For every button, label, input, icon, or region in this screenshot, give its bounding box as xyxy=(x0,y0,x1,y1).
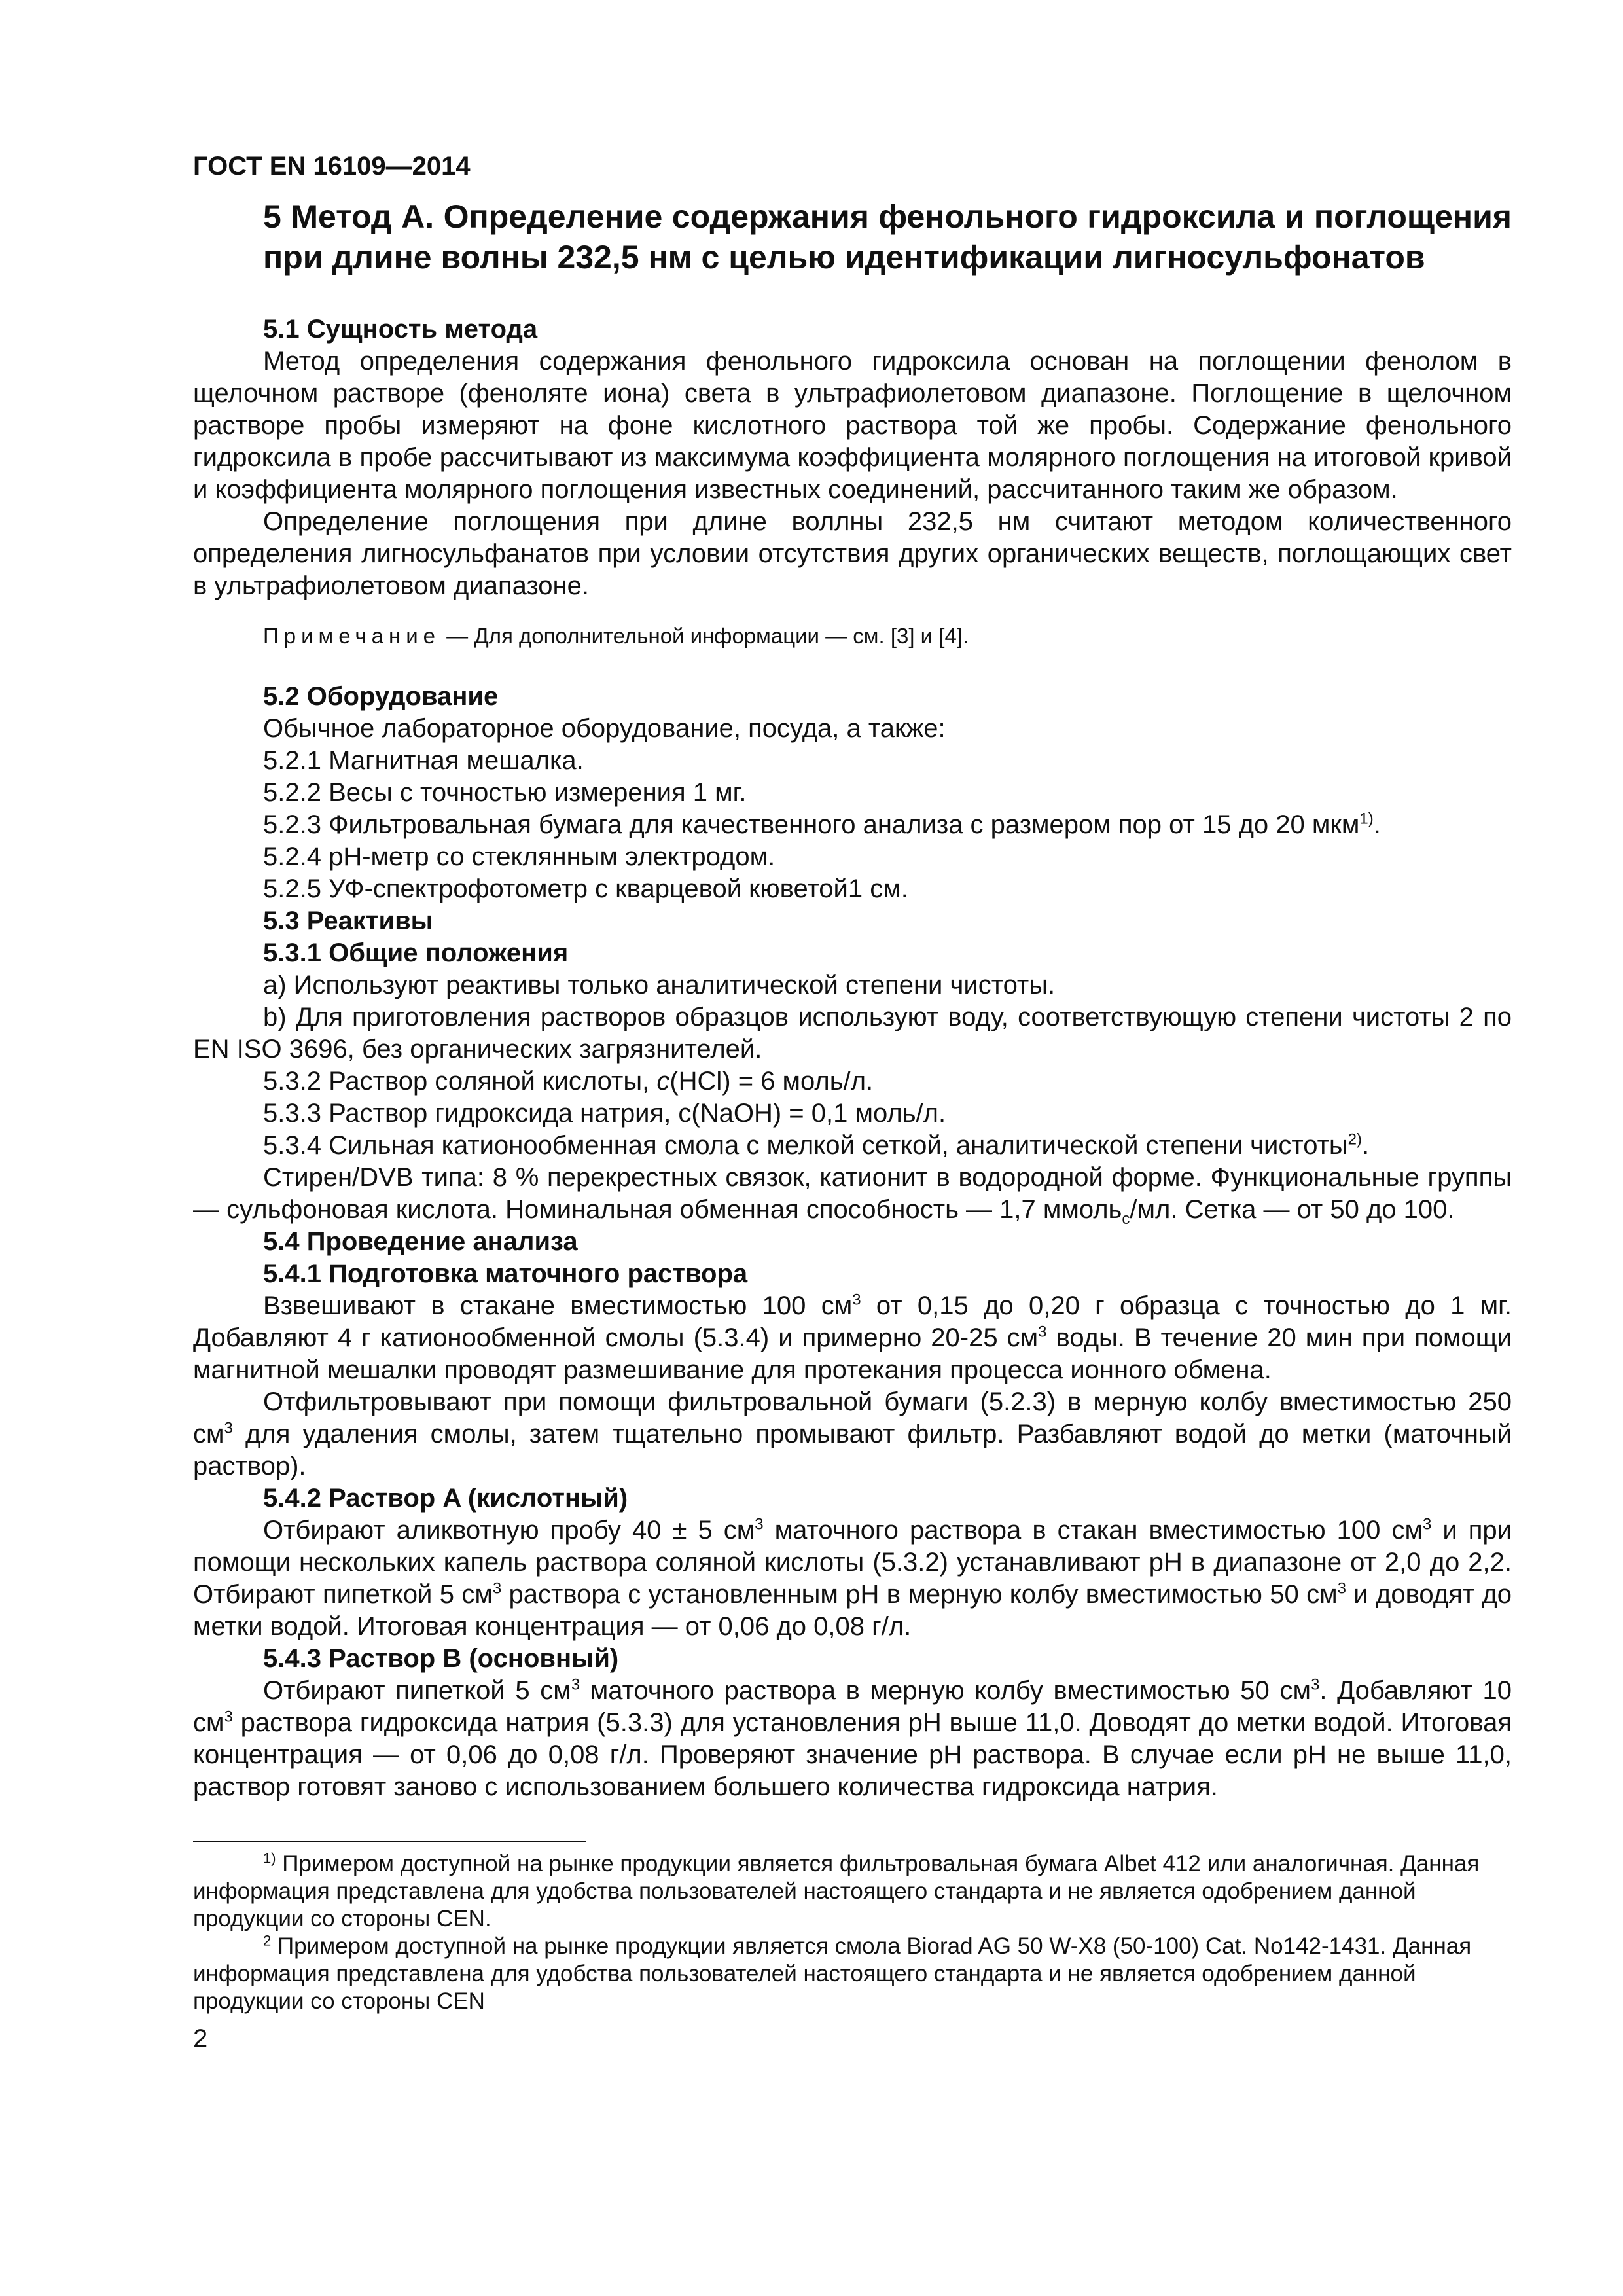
equipment-item-5-2-3 xyxy=(193,809,1512,841)
footnote-1-mark: 1) xyxy=(263,1850,276,1867)
resin-description-pre: Стирен/DVB типа: 8 % перекрестных связок, катионит в водородной форме. Функциональные группы — сульфоновая кислота. Номинальная обменная способность — 1,7 ммоль xyxy=(193,1163,1512,1224)
superscript: 3 xyxy=(492,1579,502,1598)
footnote-2 xyxy=(193,1933,1512,2015)
heading-5-3: 5.3 Реактивы xyxy=(263,906,433,935)
reagent-5-3-3: 5.3.3 Раствор гидроксида натрия, c(NaOH) = 0,1 моль/л. xyxy=(263,1099,946,1128)
superscript: 3 xyxy=(1337,1579,1346,1598)
section-title: 5 Метод А. Определение содержания фенольного гидроксила и поглощения при длине волны 232,5 нм с целью идентификации лигносульфонатов xyxy=(263,198,1512,276)
footnote-separator xyxy=(193,1841,586,1842)
text-run: для удаления смолы, затем тщательно промывают фильтр. Разбавляют водой до метки (маточный раствор). xyxy=(193,1420,1512,1480)
reagent-5-3-4-end: . xyxy=(1361,1131,1370,1160)
stock-solution-paragraph-2 xyxy=(193,1386,1512,1482)
solution-b-paragraph xyxy=(193,1675,1512,1803)
text-run: Отбирают пипеткой 5 см xyxy=(263,1676,571,1705)
heading-5-4: 5.4 Проведение анализа xyxy=(263,1227,578,1256)
footnote-ref-1: 1) xyxy=(1359,810,1374,828)
equipment-item-5-2-2: 5.2.2 Весы с точностью измерения 1 мг. xyxy=(263,778,747,807)
text-run: от 0,15 до 0,20 г образца с точностью до 1 мг. Добавляют 4 г катионообменной смолы (5.3.4) и примерно 20-25 см xyxy=(193,1291,1512,1352)
reagent-5-3-2-c: c xyxy=(656,1067,670,1096)
footnote-2-text: Примером доступной на рынке продукции является смола Biorad AG 50 W-X8 (50-100) Cat. No142-1431. Данная информация представлена для удобства пользователей настоящего стандарта и не является одобрением данной продукции со стороны CEN xyxy=(193,1933,1472,2014)
equipment-item-5-2-3-end: . xyxy=(1373,810,1381,839)
page-number: 2 xyxy=(193,2024,208,2053)
note-text: — Для дополнительной информации — см. [3] и [4]. xyxy=(440,624,969,648)
heading-5-3-1: 5.3.1 Общие положения xyxy=(263,939,569,967)
text-run: Отбирают аликвотную пробу 40 ± 5 см xyxy=(263,1516,755,1545)
document-code: ГОСТ EN 16109—2014 xyxy=(193,152,471,181)
text-run: раствора с установленным рН в мерную колбу вместимостью 50 см xyxy=(501,1580,1338,1609)
superscript: 3 xyxy=(852,1291,861,1309)
text-run: маточного раствора в стакан вместимостью 100 см xyxy=(763,1516,1423,1545)
note xyxy=(193,622,1512,651)
superscript: 3 xyxy=(1038,1323,1047,1341)
reagents-item-a: а) Используют реактивы только аналитической степени чистоты. xyxy=(263,971,1056,999)
heading-5-4-2: 5.4.2 Раствор A (кислотный) xyxy=(263,1484,628,1513)
reagent-5-3-4-text: 5.3.4 Сильная катионообменная смола с мелкой сеткой, аналитической степени чистоты xyxy=(263,1131,1348,1160)
footnote-1 xyxy=(193,1850,1512,1933)
text-run: и при помощи нескольких капель раствора соляной кислоты (5.3.2) устанавливают рН в диапазоне от 2,0 до 2,2. Отбирают пипеткой 5 см xyxy=(193,1516,1512,1609)
text-run: Взвешивают в стакане вместимостью 100 см xyxy=(263,1291,853,1320)
note-label: Примечание xyxy=(263,624,441,648)
reagent-5-3-2-post: (HCl) = 6 моль/л. xyxy=(669,1067,874,1096)
text-run: раствора гидроксида натрия (5.3.3) для установления рН выше 11,0. Доводят до метки водой. Итоговая концентрация — от 0,06 до 0,08 г/л. Проверяют значение рН раствора. В случае если рН не выше 11,0, раствор готовят заново с использованием большего количества гидроксида натрия. xyxy=(193,1708,1512,1801)
superscript: 3 xyxy=(224,1708,233,1726)
heading-5-4-1: 5.4.1 Подготовка маточного раствора xyxy=(263,1259,748,1288)
footnote-1-text: Примером доступной на рынке продукции является фильтровальная бумага Albet 412 или аналогичная. Данная информация представлена для удобства пользователей настоящего стандарта и не является одобрением данной продукции со стороны CEN. xyxy=(193,1851,1480,1931)
heading-5-1: 5.1 Сущность метода xyxy=(263,315,538,344)
resin-description xyxy=(193,1162,1512,1226)
resin-description-post: /мл. Сетка — от 50 до 100. xyxy=(1130,1195,1455,1224)
superscript: 3 xyxy=(1422,1515,1432,1534)
solution-a-paragraph xyxy=(193,1515,1512,1643)
equipment-item-5-2-3-text: 5.2.3 Фильтровальная бумага для качественного анализа с размером пор от 15 до 20 мкм xyxy=(263,810,1360,839)
paragraph-5-1-absorbance: Определение поглощения при длине воллны 232,5 нм считают методом количественного определения лигносульфанатов при условии отсутствия других органических веществ, поглощающих свет в ультрафиолетовом диапазоне. xyxy=(193,507,1512,600)
stock-solution-paragraph-1 xyxy=(193,1290,1512,1386)
text-run: . Добавляют 10 см xyxy=(193,1676,1512,1737)
reagent-5-3-2 xyxy=(193,1066,1512,1098)
text-run: маточного раствора в мерную колбу вместимостью 50 см xyxy=(580,1676,1311,1705)
equipment-item-5-2-4: 5.2.4 рН-метр со стеклянным электродом. xyxy=(263,842,776,871)
paragraph-5-1-principle: Метод определения содержания фенольного гидроксила основан на поглощении фенолом в щелочном растворе (феноляте иона) света в ультрафиолетовом диапазоне. Поглощение в щелочном растворе пробы измеряют на фоне кислотного раствора той же пробы. Содержание фенольного гидроксила в пробе рассчитывают из максимума коэффициента молярного поглощения на итоговой кривой и коэффициента молярного поглощения известных соединений, рассчитанного таким же образом. xyxy=(193,347,1512,504)
superscript: 3 xyxy=(224,1419,233,1437)
equipment-intro: Обычное лабораторное оборудование, посуда, а также: xyxy=(263,714,946,743)
text-run: Отфильтровывают при помощи фильтровальной бумаги (5.2.3) в мерную колбу вместимостью 250 см xyxy=(193,1388,1512,1448)
equipment-item-5-2-5: 5.2.5 УФ-спектрофотометр с кварцевой кюветой1 см. xyxy=(263,874,908,903)
reagent-5-3-2-pre: 5.3.2 Раствор соляной кислоты, xyxy=(263,1067,657,1096)
heading-5-4-3: 5.4.3 Раствор B (основный) xyxy=(263,1644,619,1673)
document-page xyxy=(193,151,1512,2054)
superscript: 3 xyxy=(571,1676,580,1694)
resin-description-sub: c xyxy=(1122,1210,1130,1228)
text-run: и доводят до метки водой. Итоговая концентрация — от 0,06 до 0,08 г/л. xyxy=(193,1580,1512,1641)
text-run: воды. В течение 20 мин при помощи магнитной мешалки проводят размешивание для протекания процесса ионного обмена. xyxy=(193,1323,1512,1384)
reagents-item-b: b) Для приготовления растворов образцов используют воду, соответствующую степени чистоты 2 по EN ISO 3696, без органических загрязнителей. xyxy=(193,1003,1512,1064)
superscript: 3 xyxy=(755,1515,764,1534)
superscript: 3 xyxy=(1310,1676,1320,1694)
equipment-item-5-2-1: 5.2.1 Магнитная мешалка. xyxy=(263,746,584,775)
reagent-5-3-4 xyxy=(193,1130,1512,1162)
footnote-2-mark: 2 xyxy=(263,1932,272,1949)
heading-5-2: 5.2 Оборудование xyxy=(263,682,499,711)
footnote-ref-2: 2) xyxy=(1347,1130,1362,1149)
